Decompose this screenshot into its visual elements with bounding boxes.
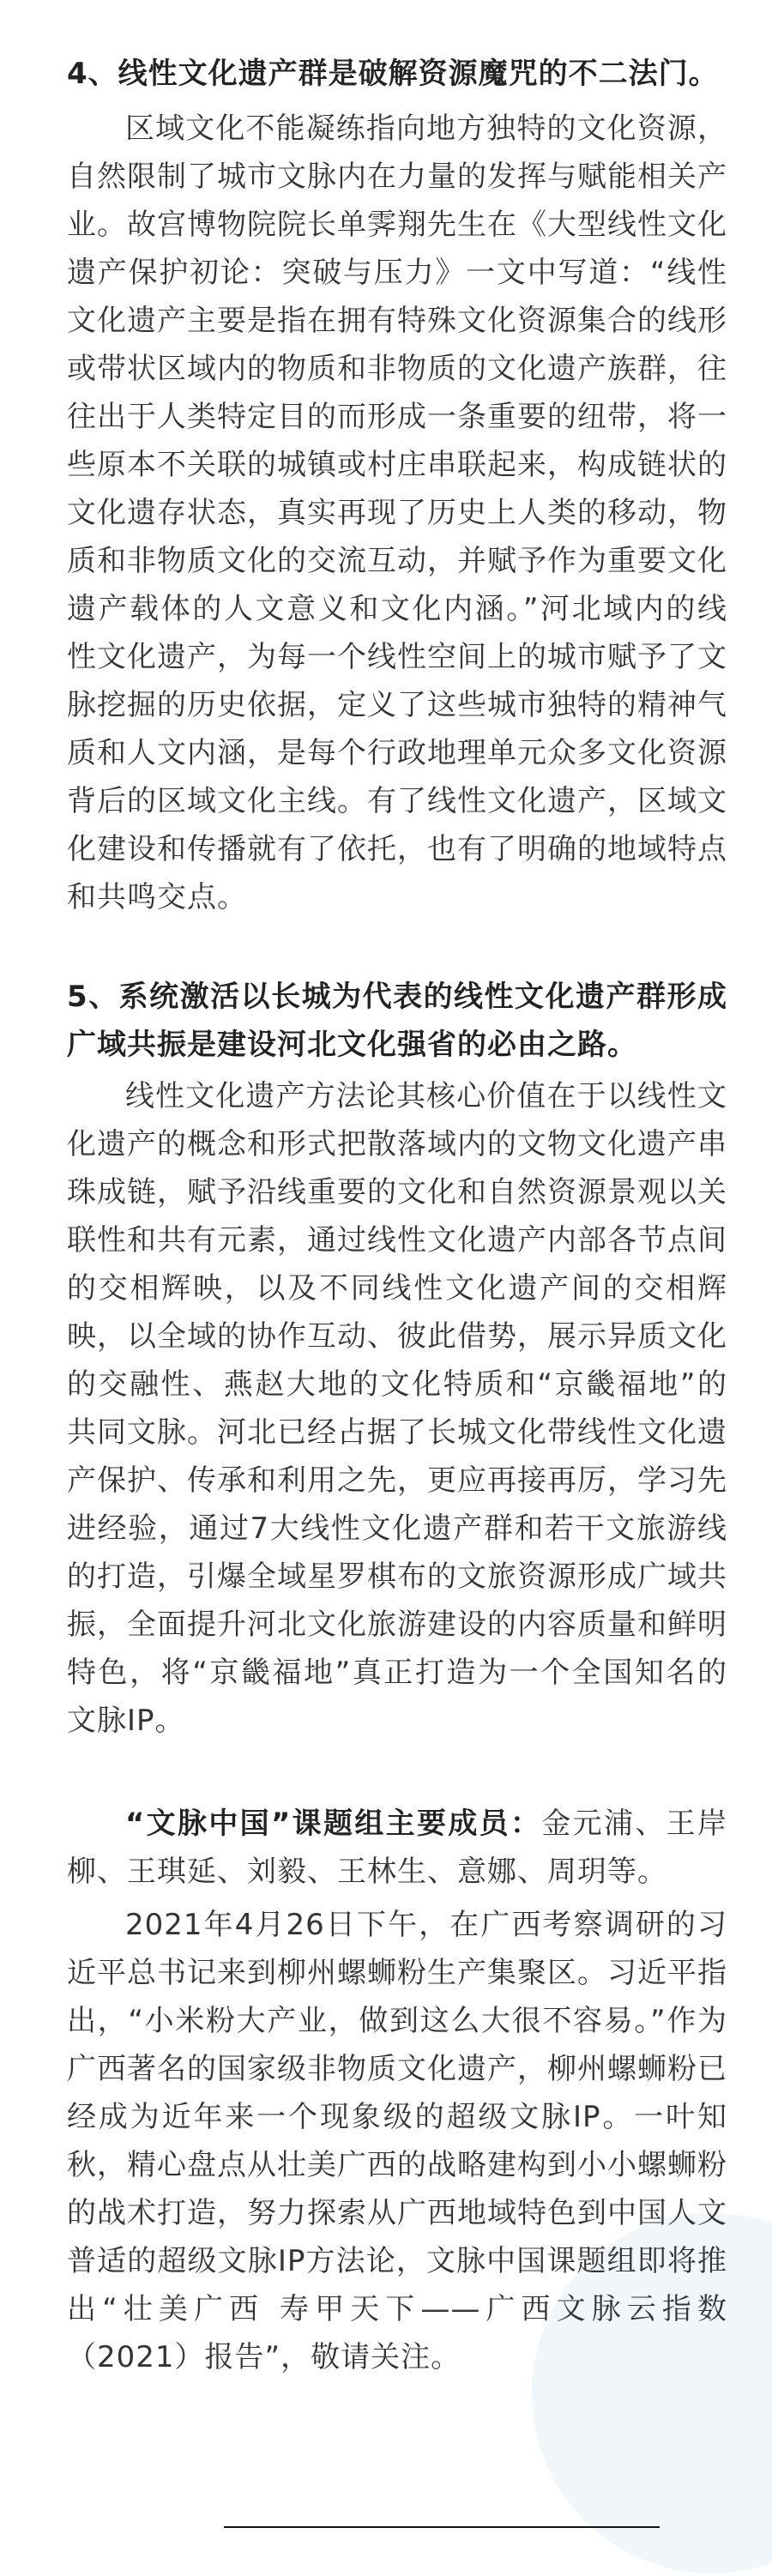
section-5-paragraph: 线性文化遗产方法论其核心价值在于以线性文化遗产的概念和形式把散落域内的文物文化遗产串珠成链，赋予沿线重要的文化和自然资源景观以关联性和共有元素，通过线性文化遗产内部各节点间的交相辉映，以及不同线性文化遗产间的交相辉映，以全域的协作互动、彼此借势，展示异质文化的交融性、燕赵大地的文化特质和“京畿福地”的共同文脉。河北已经占据了长城文化带线性文化遗产保护、传承和利用之先，更应再接再厉，学习先进经验，通过7大线性文化遗产群和若干文旅游线的打造，引爆全域星罗棋布的文旅资源形成广域共振，全面提升河北文化旅游建设的内容质量和鲜明特色，将“京畿福地”真正打造为一个全国知名的文脉IP。	[67, 1079, 727, 1738]
members-paragraph	[67, 1800, 727, 1896]
members-names: 金元浦、王岸柳、王琪延、刘毅、王林生、意娜、周玥等。	[67, 1807, 728, 1889]
section-5-heading: 5、系统激活以长城为代表的线性文化遗产群形成广域共振是建设河北文化强省的必由之路。	[67, 980, 727, 1062]
footer-divider	[224, 2526, 660, 2528]
closing-paragraph: 2021年4月26日下午，在广西考察调研的习近平总书记来到柳州螺蛳粉生产集聚区。习近平指出，“小米粉大产业，做到这么大很不容易。”作为广西著名的国家级非物质文化遗产，柳州螺蛳粉已经成为近年来一个现象级的超级文脉IP。一叶知秋，精心盘点从壮美广西的战略建构到小小螺蛳粉的战术打造，努力探索从广西地域特色到中国人文普适的超级文脉IP方法论，文脉中国课题组即将推出“壮美广西 寿甲天下——广西文脉云指数（2021）报告”，敬请关注。	[67, 1908, 727, 2374]
members-label: “文脉中国”课题组主要成员：	[125, 1807, 542, 1841]
section-4-paragraph: 区域文化不能凝练指向地方独特的文化资源，自然限制了城市文脉内在力量的发挥与赋能相关产业。故宫博物院院长单霁翔先生在《大型线性文化遗产保护初论：突破与压力》一文中写道：“线性文化遗产主要是指在拥有特殊文化资源集合的线形或带状区域内的物质和非物质的文化遗产族群，往往出于人类特定目的而形成一条重要的纽带，将一些原本不关联的城镇或村庄串联起来，构成链状的文化遗存状态，真实再现了历史上人类的移动，物质和非物质文化的交流互动，并赋予作为重要文化遗产载体的人文意义和文化内涵。”河北域内的线性文化遗产，为每一个线性空间上的城市赋予了文脉挖掘的历史依据，定义了这些城市独特的精神气质和人文内涵，是每个行政地理单元众多文化资源背后的区域文化主线。有了线性文化遗产，区域文化建设和传播就有了依托，也有了明确的地域特点和共鸣交点。	[67, 112, 727, 914]
article-content	[67, 0, 727, 2381]
section-4-heading: 4、线性文化遗产群是破解资源魔咒的不二法门。	[67, 57, 719, 91]
